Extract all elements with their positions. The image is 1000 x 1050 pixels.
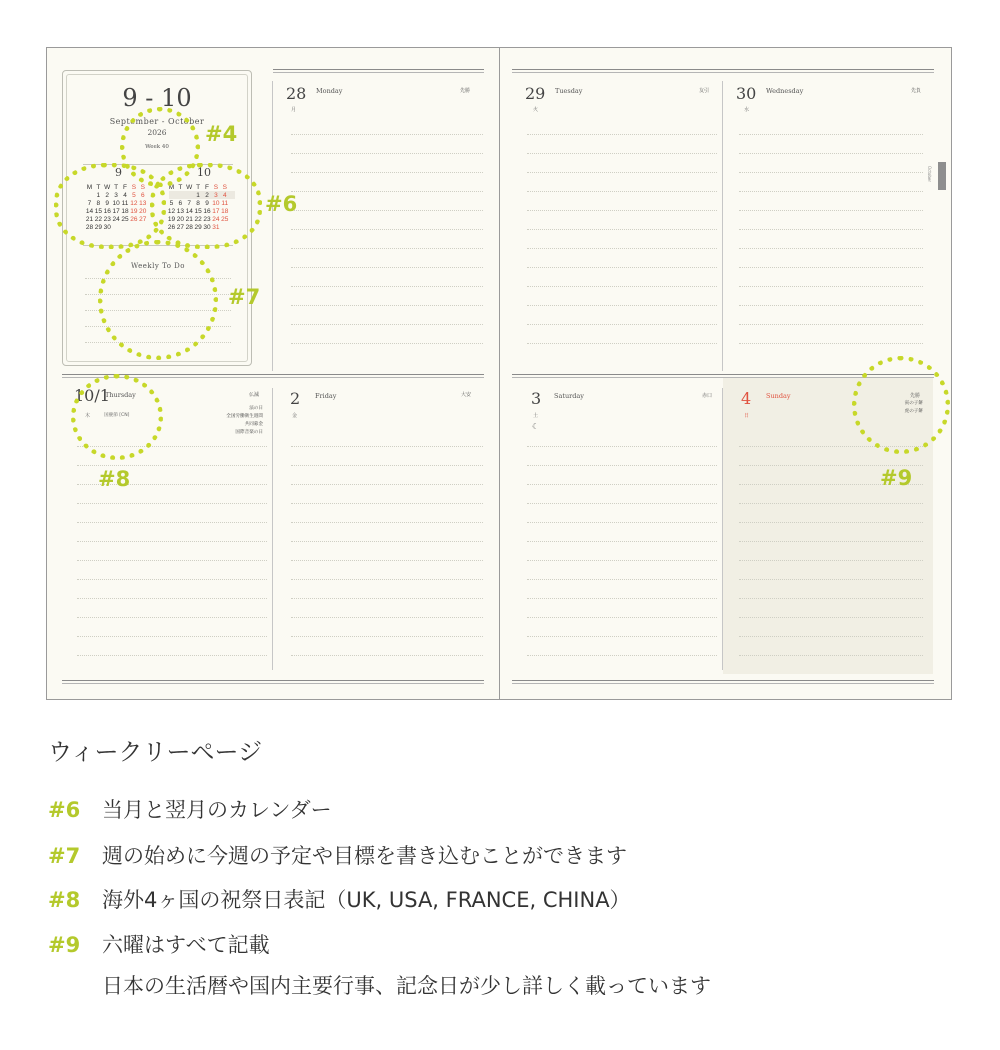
writing-line — [77, 636, 267, 637]
calendar-day: 10 — [212, 199, 220, 207]
calendar-day: 1 — [196, 191, 200, 199]
writing-line — [291, 229, 483, 230]
writing-line — [291, 267, 483, 268]
calendar-weekday: M — [86, 183, 93, 191]
calendar-day: 21 — [85, 215, 94, 223]
writing-line — [739, 617, 923, 618]
feature-text: 六曜はすべて記載 — [102, 933, 270, 957]
writing-line — [739, 343, 923, 344]
calendar-day: 25 — [121, 215, 129, 223]
calendar-day: 29 — [194, 223, 202, 231]
calendar-day: 9 — [205, 199, 209, 207]
sunday-rokuyo: 先勝 — [910, 393, 921, 399]
sunday-kanji: 日 — [744, 413, 750, 419]
feature-text: 週の始めに今週の予定や目標を書き込むことができます — [102, 844, 627, 868]
calendar-weekday: F — [205, 183, 209, 191]
writing-line — [739, 229, 923, 230]
calendar-day: 15 — [94, 207, 102, 215]
friday-number: 2 — [290, 389, 301, 408]
writing-line — [527, 134, 717, 135]
writing-line — [291, 484, 483, 485]
saturday-kanji: 土 — [533, 413, 539, 419]
writing-line — [527, 579, 717, 580]
saturday-rokuyo: 赤口 — [702, 393, 713, 399]
writing-line — [739, 172, 923, 173]
tuesday-rokuyo: 友引 — [699, 88, 710, 94]
writing-line — [739, 267, 923, 268]
calendar-day: 8 — [196, 199, 200, 207]
calendar-day: 2 — [105, 191, 110, 199]
calendar-day: 18 — [221, 207, 229, 215]
calendar-day: 23 — [203, 215, 211, 223]
thursday-note: 共同募金 — [244, 422, 263, 427]
calendar-day: 30 — [103, 223, 111, 231]
writing-line — [291, 305, 483, 306]
writing-line — [291, 210, 483, 211]
writing-line — [527, 267, 717, 268]
calendar-day: 1 — [96, 191, 101, 199]
feature-number: #9 — [48, 933, 81, 957]
calendar-day: 17 — [212, 207, 220, 215]
writing-line — [527, 522, 717, 523]
calendar-day: 12 — [167, 207, 176, 215]
writing-line — [527, 172, 717, 173]
calendar-day: 16 — [203, 207, 211, 215]
writing-line — [77, 503, 267, 504]
calendar-weekday: S — [222, 183, 227, 191]
calendar-day: 24 — [112, 215, 120, 223]
writing-line — [291, 560, 483, 561]
feature-continuation: 日本の生活暦や国内主要行事、記念日が少し詳しく載っています — [102, 974, 711, 998]
calendar-day: 4 — [123, 191, 127, 199]
highlight-ring-8 — [71, 374, 163, 460]
calendar-day: 20 — [176, 215, 184, 223]
calendar-day: 4 — [222, 191, 227, 199]
calendar-day: 22 — [94, 215, 102, 223]
calendar-day: 6 — [140, 191, 145, 199]
writing-line — [291, 465, 483, 466]
writing-line — [291, 636, 483, 637]
writing-line — [291, 541, 483, 542]
writing-line — [527, 541, 717, 542]
writing-line — [527, 210, 717, 211]
calendar-weekday: F — [123, 183, 127, 191]
calendar-day: 20 — [139, 207, 147, 215]
calendar-day: 26 — [167, 223, 176, 231]
feature-item — [48, 794, 332, 824]
writing-line — [527, 503, 717, 504]
calendar-day: 7 — [187, 199, 192, 207]
highlight-ring-7 — [98, 240, 218, 360]
writing-line — [291, 248, 483, 249]
feature-number: #8 — [48, 888, 81, 912]
writing-line — [291, 655, 483, 656]
writing-line — [739, 636, 923, 637]
calendar-day: 28 — [185, 223, 193, 231]
writing-line — [527, 655, 717, 656]
writing-line — [527, 305, 717, 306]
writing-line — [527, 229, 717, 230]
calendar-day: 13 — [139, 199, 147, 207]
tue-wed-top-rule — [512, 69, 934, 73]
calendar-day: 11 — [121, 199, 129, 207]
writing-line — [291, 579, 483, 580]
writing-line — [291, 617, 483, 618]
sunday-note: 虎の子餅 — [904, 409, 923, 414]
writing-line — [291, 446, 483, 447]
calendar-day: 13 — [176, 207, 184, 215]
writing-line — [739, 248, 923, 249]
calendar-day: 29 — [94, 223, 102, 231]
writing-line — [739, 305, 923, 306]
writing-line — [291, 522, 483, 523]
calendar-day: 19 — [167, 215, 176, 223]
writing-line — [527, 446, 717, 447]
friday-left-line — [272, 388, 273, 670]
writing-line — [527, 465, 717, 466]
writing-line — [77, 560, 267, 561]
feature-item — [48, 884, 631, 914]
friday-rokuyo: 大安 — [461, 392, 472, 398]
calendar-day: 23 — [103, 215, 111, 223]
calendar-day: 24 — [212, 215, 220, 223]
wednesday-rokuyo: 先負 — [911, 88, 922, 94]
calendar-day: 6 — [178, 199, 183, 207]
calendar-day: 12 — [130, 199, 138, 207]
writing-line — [77, 579, 267, 580]
calendar-day: 3 — [114, 191, 118, 199]
writing-line — [291, 503, 483, 504]
year-label: 2026 — [147, 128, 167, 137]
calendar-weekday: M — [168, 183, 175, 191]
thursday-note: 全国労働衛生週間 — [226, 414, 263, 419]
writing-line — [527, 636, 717, 637]
writing-line — [291, 134, 483, 135]
writing-line — [77, 617, 267, 618]
sunday-note: 寅の子餅 — [904, 401, 923, 406]
calendar-weekday: S — [140, 183, 145, 191]
calendar-day: 25 — [221, 215, 229, 223]
friday-kanji: 金 — [292, 413, 298, 419]
writing-line — [527, 191, 717, 192]
writing-line — [739, 560, 923, 561]
writing-line — [527, 343, 717, 344]
calendar-day: 19 — [130, 207, 138, 215]
thursday-notes — [197, 405, 263, 437]
calendar-day: 2 — [205, 191, 209, 199]
monday-kanji: 月 — [291, 107, 297, 113]
calendar-day: 5 — [169, 199, 174, 207]
right-bottom-rule — [512, 680, 934, 684]
page-caption: ウィークリーページ — [48, 738, 263, 766]
calendar-day: 3 — [214, 191, 218, 199]
writing-line — [527, 484, 717, 485]
saturday-number: 3 — [531, 389, 542, 408]
writing-line — [77, 465, 267, 466]
feature-text: 当月と翌月のカレンダー — [102, 798, 332, 822]
calendar-day: 9 — [105, 199, 110, 207]
calendar-weekday: S — [131, 183, 137, 191]
writing-line — [527, 324, 717, 325]
calendar-day: 28 — [85, 223, 94, 231]
calendar-day: 31 — [212, 223, 220, 231]
writing-line — [77, 598, 267, 599]
writing-line — [739, 541, 923, 542]
writing-line — [291, 598, 483, 599]
calendar-day: 11 — [221, 199, 229, 207]
left-bottom-rule — [62, 680, 484, 684]
writing-line — [739, 655, 923, 656]
feature-item — [48, 840, 627, 870]
month-index-tab-label: October — [927, 166, 932, 183]
writing-line — [527, 598, 717, 599]
marker-7: #7 — [228, 285, 261, 309]
thursday-name: Thursday — [105, 391, 136, 399]
thursday-note: 国際音楽の日 — [235, 430, 263, 435]
friday-name: Friday — [315, 392, 337, 400]
month-range: 9 - 10 — [122, 84, 192, 112]
marker-4: #4 — [205, 122, 238, 146]
calendar-weekday: S — [213, 183, 219, 191]
marker-6: #6 — [265, 192, 298, 216]
feature-number: #6 — [48, 798, 81, 822]
calendar-day: 14 — [185, 207, 193, 215]
calendar-day: 10 — [112, 199, 120, 207]
calendar-weekday: W — [186, 183, 193, 191]
writing-line — [739, 134, 923, 135]
writing-line — [527, 560, 717, 561]
feature-text: 海外4ヶ国の祝祭日表記（UK, USA, FRANCE, CHINA） — [102, 888, 631, 912]
writing-line — [291, 343, 483, 344]
writing-line — [291, 153, 483, 154]
highlight-ring-9 — [852, 356, 950, 454]
marker-8: #8 — [98, 467, 131, 491]
calendar-weekday: W — [104, 183, 111, 191]
highlight-ring-6b — [150, 163, 262, 249]
writing-line — [739, 598, 923, 599]
calendar-weekday: T — [96, 183, 101, 191]
writing-line — [527, 617, 717, 618]
calendar-day: 7 — [87, 199, 92, 207]
sunday-number: 4 — [741, 389, 752, 408]
thursday-foreign-holiday: 国慶節 [CN] — [104, 413, 130, 418]
calendar-day: 26 — [130, 215, 138, 223]
calendar-day: 8 — [96, 199, 101, 207]
feature-number: #7 — [48, 844, 81, 868]
writing-line — [739, 286, 923, 287]
calendar-day: 27 — [176, 223, 184, 231]
monday-left-line — [272, 81, 273, 371]
writing-line — [739, 579, 923, 580]
thursday-note: 法の日 — [249, 406, 263, 411]
calendar-day: 5 — [132, 191, 136, 199]
writing-line — [739, 210, 923, 211]
monday-name: Monday — [316, 87, 343, 95]
writing-line — [739, 153, 923, 154]
wednesday-name: Wednesday — [766, 87, 804, 95]
marker-9: #9 — [880, 466, 913, 490]
feature-item — [48, 929, 270, 959]
calendar-weekday: T — [178, 183, 183, 191]
monday-top-rule — [273, 69, 484, 73]
weekly-todo-title: Weekly To Do — [131, 262, 185, 270]
monday-number: 28 — [286, 84, 307, 103]
tuesday-kanji: 火 — [533, 107, 539, 113]
calendar-day: 30 — [203, 223, 211, 231]
writing-line — [291, 191, 483, 192]
calendar-day: 18 — [121, 207, 129, 215]
week-label: Week 40 — [145, 144, 169, 150]
thursday-kanji: 木 — [85, 413, 91, 419]
month-names: September - October — [109, 117, 205, 126]
calendar-weekday: T — [114, 183, 119, 191]
writing-line — [77, 541, 267, 542]
cal-left-title: 9 — [115, 166, 122, 179]
moon-phase-icon: ☾ — [532, 422, 540, 431]
writing-line — [739, 522, 923, 523]
writing-line — [291, 172, 483, 173]
writing-line — [527, 153, 717, 154]
month-index-tab[interactable] — [938, 162, 946, 190]
wednesday-kanji: 水 — [744, 107, 750, 113]
wednesday-number: 30 — [736, 84, 757, 103]
wednesday-left-line — [722, 81, 723, 371]
writing-line — [739, 503, 923, 504]
sunday-left-line — [722, 388, 723, 670]
calendar-day: 22 — [194, 215, 202, 223]
calendar-day: 15 — [194, 207, 202, 215]
writing-line — [739, 324, 923, 325]
tuesday-number: 29 — [525, 84, 546, 103]
thursday-rokuyo: 仏滅 — [249, 392, 260, 398]
monday-rokuyo: 先勝 — [460, 88, 471, 94]
writing-line — [291, 324, 483, 325]
calendar-day: 16 — [103, 207, 111, 215]
writing-line — [527, 248, 717, 249]
calendar-weekday: T — [196, 183, 201, 191]
calendar-day: 27 — [139, 215, 147, 223]
writing-line — [291, 286, 483, 287]
writing-line — [77, 655, 267, 656]
sunday-name: Sunday — [766, 392, 791, 400]
cal-right-title: 10 — [197, 166, 211, 179]
calendar-day: 21 — [185, 215, 193, 223]
tuesday-name: Tuesday — [555, 87, 583, 95]
saturday-name: Saturday — [554, 392, 584, 400]
writing-line — [77, 522, 267, 523]
calendar-day: 17 — [112, 207, 120, 215]
thursday-number: 10/1 — [74, 386, 110, 405]
calendar-day: 14 — [85, 207, 94, 215]
writing-line — [739, 191, 923, 192]
writing-line — [527, 286, 717, 287]
